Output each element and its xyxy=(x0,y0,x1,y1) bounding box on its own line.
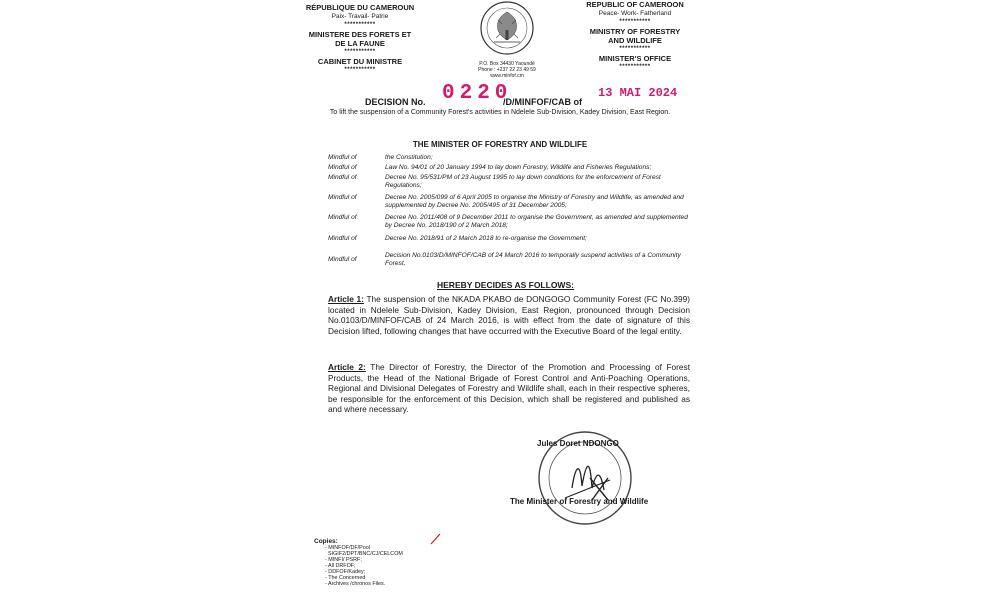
website: www.minfof.cm xyxy=(490,73,524,79)
signatory-role: The Minister of Forestry and Wildlife xyxy=(510,497,649,506)
mindful-label: Mindful of xyxy=(328,256,357,263)
stars-divider: *********** xyxy=(619,46,651,52)
mindful-label: Mindful of xyxy=(328,194,357,201)
motto-en: Peace- Work- Fatherland xyxy=(598,10,672,17)
list-item: - MINFI/ PSRF; xyxy=(325,557,362,563)
decision-subtitle: To lift the suspension of a Community Forest's activities in Ndelele Sub-Division, Kadey Division, East Region. xyxy=(329,109,671,116)
ministry-en-line2: AND WILDLIFE xyxy=(608,36,662,45)
decision-number-stamp: 0220 xyxy=(442,82,513,105)
mindful-text: Decision No.0103/D/MINFOF/CAB of 24 March 2016 to temporally suspend activities of a Community Forest, xyxy=(385,252,681,267)
ministry-en-line1: MINISTRY OF FORESTRY xyxy=(589,27,681,36)
header-right xyxy=(565,0,705,72)
decision-date-stamp: 13 MAI 2024 xyxy=(598,86,678,100)
motto-fr: Paix- Travail- Patrie xyxy=(331,13,389,20)
stars-divider: *********** xyxy=(344,49,376,55)
minister-title: THE MINISTER OF FORESTRY AND WILDLIFE xyxy=(412,140,588,149)
mindful-text: the Constitution; xyxy=(385,154,433,161)
office-en: MINISTER'S OFFICE xyxy=(598,54,672,63)
list-item: - Archives /chronos Files. xyxy=(325,581,386,587)
article-1 xyxy=(328,294,690,336)
stars-divider: *********** xyxy=(344,22,376,28)
mindful-label: Mindful of xyxy=(328,235,357,242)
mindful-label: Mindful of xyxy=(328,174,357,181)
copies-list xyxy=(325,545,475,587)
decision-label: DECISION No. xyxy=(365,97,426,107)
decision-reference: /D/MINFOF/CAB of xyxy=(503,97,582,107)
copies-label: Copies: xyxy=(314,538,338,545)
mindful-label: Mindful of xyxy=(328,154,357,161)
mindful-label: Mindful of xyxy=(328,214,357,221)
office-fr: CABINET DU MINISTRE xyxy=(317,57,403,66)
ministry-fr-line1: MINISTERE DES FORETS ET xyxy=(308,30,412,39)
decides-heading: HEREBY DECIDES AS FOLLOWS: xyxy=(437,280,574,290)
list-item: - The Concerned xyxy=(325,575,366,581)
article-1-text: The suspension of the NKADA PKABO de DONGOGO Community Forest (FC No.399) located in Ndelele Sub-Division, Kadey Division, East Region, pronounced through Decision No.0103/D/MINFOF/CAB of 24 March 2016, is with effect from the date of signature of this Decision lifted, following changes that have occurred with the Executive Board of the legal entity. xyxy=(328,294,690,336)
ministry-fr-line2: DE LA FAUNE xyxy=(335,39,385,48)
mindful-text: Decree No. 2011/408 of 9 December 2011 to organise the Government, as amended and supplemented by Decree No. 2018/190 of 2 March 2018; xyxy=(385,214,688,229)
red-check-mark-icon xyxy=(430,532,442,546)
list-item: - All DRFOF; xyxy=(325,563,356,569)
country-en: REPUBLIC OF CAMEROON xyxy=(586,0,684,9)
stars-divider: *********** xyxy=(619,19,651,25)
emblem-seal-icon xyxy=(472,0,542,56)
phone: Phone : +237 22 23 49 59 xyxy=(478,67,536,73)
mindful-text: Decree No. 2018/91 of 2 March 2018 to re-organise the Government; xyxy=(385,235,587,242)
mindful-text: Decree No. 2005/099 of 6 April 2005 to organise the Ministry of Forestry and Wildlife, as amended and supplemented by Decree No. 2005/495 of 31 December 2005; xyxy=(385,194,684,209)
list-item: SIGIF2/DPT/BNC/CJ/CELCOM xyxy=(328,551,403,557)
ministry-emblem xyxy=(472,0,542,80)
mindful-label: Mindful of xyxy=(328,164,357,171)
article-1-label: Article 1: xyxy=(328,294,364,304)
list-item: - MINFOF/DF/Pool xyxy=(325,545,370,551)
po-box: P.O. Box 34430 Yaoundé xyxy=(479,61,535,67)
article-2-label: Article 2: xyxy=(328,362,366,372)
list-item: - DDFOF/Kadey; xyxy=(325,569,366,575)
country-fr: RÉPUBLIQUE DU CAMEROUN xyxy=(305,3,415,12)
stars-divider: *********** xyxy=(619,64,651,70)
mindful-text: Decree No. 95/531/PM of 23 August 1995 to lay down conditions for the enforcement of Forest Regulations; xyxy=(385,174,661,189)
document-page xyxy=(300,0,700,600)
article-2-text: The Director of Forestry, the Director of the Promotion and Processing of Forest Products, the Head of the National Brigade of Forest Control and Anti-Poaching Operations, Regional and Divisional Delegates of Forestry and Wildlife shall, each in their respective spheres, be responsible for the enforcement of this Decision, which shall be registered and published as and where necessary. xyxy=(328,362,690,415)
header-left xyxy=(300,3,420,75)
article-2 xyxy=(328,362,690,415)
mindful-text: Law No. 94/01 of 20 January 1994 to lay down Forestry, Wildlife and Fisheries Regulations; xyxy=(385,164,652,171)
signatory-name: Jules Doret NDONGO xyxy=(537,439,619,448)
stars-divider: *********** xyxy=(344,67,376,73)
